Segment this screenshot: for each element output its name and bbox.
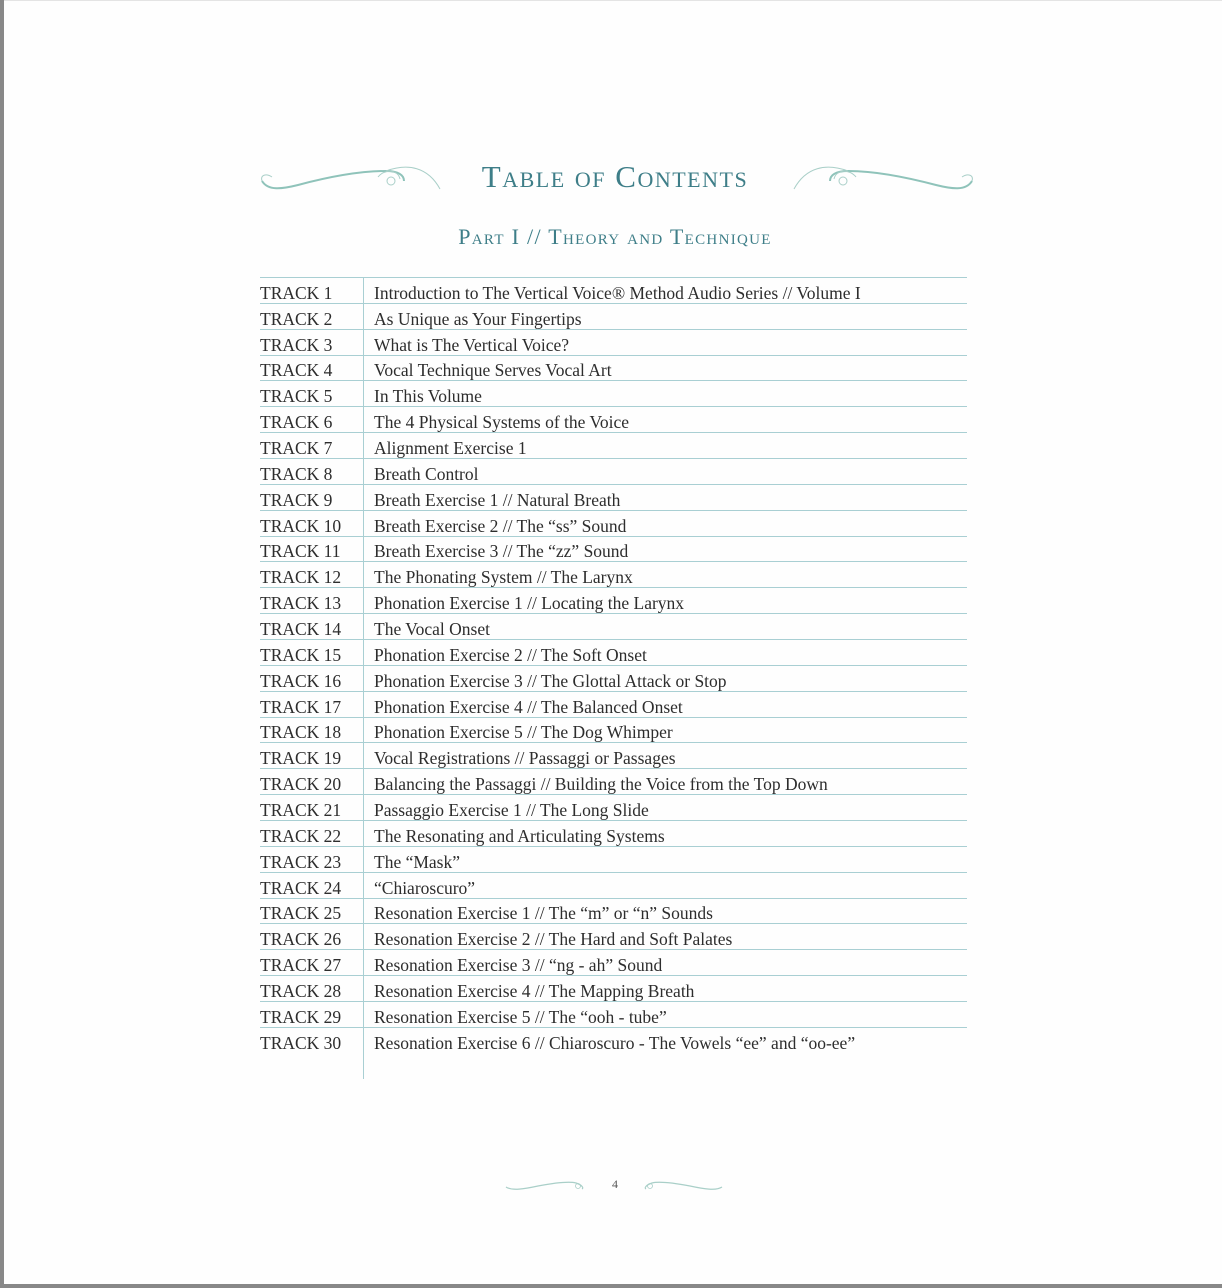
track-number: TRACK 17 bbox=[260, 691, 364, 717]
track-title: The “Mask” bbox=[364, 846, 968, 872]
toc-row bbox=[260, 743, 967, 769]
track-number: TRACK 7 bbox=[260, 433, 364, 459]
track-number: TRACK 16 bbox=[260, 665, 364, 691]
toc-row bbox=[260, 407, 967, 433]
track-number: TRACK 24 bbox=[260, 872, 364, 898]
track-number: TRACK 27 bbox=[260, 950, 364, 976]
track-title: Breath Exercise 1 // Natural Breath bbox=[364, 484, 968, 510]
track-title: Resonation Exercise 2 // The Hard and Soft Palates bbox=[364, 924, 968, 950]
track-number: TRACK 14 bbox=[260, 614, 364, 640]
track-title: Resonation Exercise 5 // The “ooh - tube” bbox=[364, 1002, 968, 1028]
toc-row bbox=[260, 484, 967, 510]
toc-row bbox=[260, 510, 967, 536]
toc-spacer-row bbox=[260, 1053, 967, 1079]
track-title: The Resonating and Articulating Systems bbox=[364, 821, 968, 847]
track-title: “Chiaroscuro” bbox=[364, 872, 968, 898]
track-number: TRACK 18 bbox=[260, 717, 364, 743]
track-title: Passaggio Exercise 1 // The Long Slide bbox=[364, 795, 968, 821]
track-title: Vocal Technique Serves Vocal Art bbox=[364, 355, 968, 381]
track-title: Resonation Exercise 3 // “ng - ah” Sound bbox=[364, 950, 968, 976]
toc-row bbox=[260, 846, 967, 872]
toc-row bbox=[260, 562, 967, 588]
footer-right-flourish-icon bbox=[640, 1177, 724, 1193]
toc-row bbox=[260, 536, 967, 562]
track-title: The Phonating System // The Larynx bbox=[364, 562, 968, 588]
toc-row bbox=[260, 821, 967, 847]
toc-row bbox=[260, 795, 967, 821]
toc-row bbox=[260, 640, 967, 666]
track-title: Phonation Exercise 1 // Locating the Larynx bbox=[364, 588, 968, 614]
track-title: Balancing the Passaggi // Building the Voice from the Top Down bbox=[364, 769, 968, 795]
spacer-cell bbox=[260, 1053, 364, 1079]
track-number: TRACK 11 bbox=[260, 536, 364, 562]
track-title: Phonation Exercise 3 // The Glottal Attack or Stop bbox=[364, 665, 968, 691]
toc-row bbox=[260, 950, 967, 976]
track-number: TRACK 19 bbox=[260, 743, 364, 769]
toc-row bbox=[260, 433, 967, 459]
page-footer bbox=[4, 1173, 1222, 1197]
track-number: TRACK 6 bbox=[260, 407, 364, 433]
toc-row bbox=[260, 329, 967, 355]
toc-row bbox=[260, 976, 967, 1002]
toc-row bbox=[260, 303, 967, 329]
track-title: Vocal Registrations // Passaggi or Passages bbox=[364, 743, 968, 769]
track-number: TRACK 8 bbox=[260, 459, 364, 485]
track-number: TRACK 23 bbox=[260, 846, 364, 872]
track-number: TRACK 20 bbox=[260, 769, 364, 795]
toc-row bbox=[260, 459, 967, 485]
track-title: Introduction to The Vertical Voice® Method Audio Series // Volume I bbox=[364, 278, 968, 304]
track-title: Breath Exercise 3 // The “zz” Sound bbox=[364, 536, 968, 562]
track-title: Phonation Exercise 4 // The Balanced Onset bbox=[364, 691, 968, 717]
track-title: Alignment Exercise 1 bbox=[364, 433, 968, 459]
right-flourish-ornament-icon bbox=[790, 161, 976, 195]
table-of-contents bbox=[260, 277, 967, 1079]
track-number: TRACK 29 bbox=[260, 1002, 364, 1028]
track-title: Resonation Exercise 4 // The Mapping Breath bbox=[364, 976, 968, 1002]
track-title: Phonation Exercise 2 // The Soft Onset bbox=[364, 640, 968, 666]
track-number: TRACK 28 bbox=[260, 976, 364, 1002]
toc-row bbox=[260, 872, 967, 898]
toc-row bbox=[260, 278, 967, 304]
track-number: TRACK 5 bbox=[260, 381, 364, 407]
track-number: TRACK 13 bbox=[260, 588, 364, 614]
track-title: What is The Vertical Voice? bbox=[364, 329, 968, 355]
spacer-cell bbox=[364, 1053, 968, 1079]
track-number: TRACK 30 bbox=[260, 1027, 364, 1053]
toc-row bbox=[260, 588, 967, 614]
toc-row bbox=[260, 614, 967, 640]
track-title: Resonation Exercise 1 // The “m” or “n” Sounds bbox=[364, 898, 968, 924]
document-page bbox=[4, 0, 1222, 1284]
track-number: TRACK 15 bbox=[260, 640, 364, 666]
track-title: Breath Exercise 2 // The “ss” Sound bbox=[364, 510, 968, 536]
toc-row bbox=[260, 717, 967, 743]
track-number: TRACK 12 bbox=[260, 562, 364, 588]
toc-row bbox=[260, 355, 967, 381]
track-number: TRACK 10 bbox=[260, 510, 364, 536]
track-number: TRACK 21 bbox=[260, 795, 364, 821]
track-number: TRACK 26 bbox=[260, 924, 364, 950]
track-number: TRACK 3 bbox=[260, 329, 364, 355]
toc-row bbox=[260, 1027, 967, 1053]
toc-row bbox=[260, 691, 967, 717]
toc-row bbox=[260, 769, 967, 795]
toc-body bbox=[260, 278, 967, 1080]
track-title: Breath Control bbox=[364, 459, 968, 485]
track-title: Resonation Exercise 6 // Chiaroscuro - The Vowels “ee” and “oo-ee” bbox=[364, 1027, 968, 1053]
toc-row bbox=[260, 665, 967, 691]
part-title: Part I // Theory and Technique bbox=[458, 224, 772, 249]
track-number: TRACK 22 bbox=[260, 821, 364, 847]
track-number: TRACK 1 bbox=[260, 278, 364, 304]
track-title: In This Volume bbox=[364, 381, 968, 407]
track-title: Phonation Exercise 5 // The Dog Whimper bbox=[364, 717, 968, 743]
toc-row bbox=[260, 1002, 967, 1028]
toc-row bbox=[260, 898, 967, 924]
track-number: TRACK 9 bbox=[260, 484, 364, 510]
page-title: Table of Contents bbox=[481, 159, 749, 194]
page-number: 4 bbox=[612, 1177, 618, 1191]
track-title: The Vocal Onset bbox=[364, 614, 968, 640]
track-number: TRACK 4 bbox=[260, 355, 364, 381]
track-title: The 4 Physical Systems of the Voice bbox=[364, 407, 968, 433]
title-row bbox=[4, 155, 1222, 203]
toc-row bbox=[260, 924, 967, 950]
track-title: As Unique as Your Fingertips bbox=[364, 303, 968, 329]
track-number: TRACK 25 bbox=[260, 898, 364, 924]
track-number: TRACK 2 bbox=[260, 303, 364, 329]
toc-row bbox=[260, 381, 967, 407]
